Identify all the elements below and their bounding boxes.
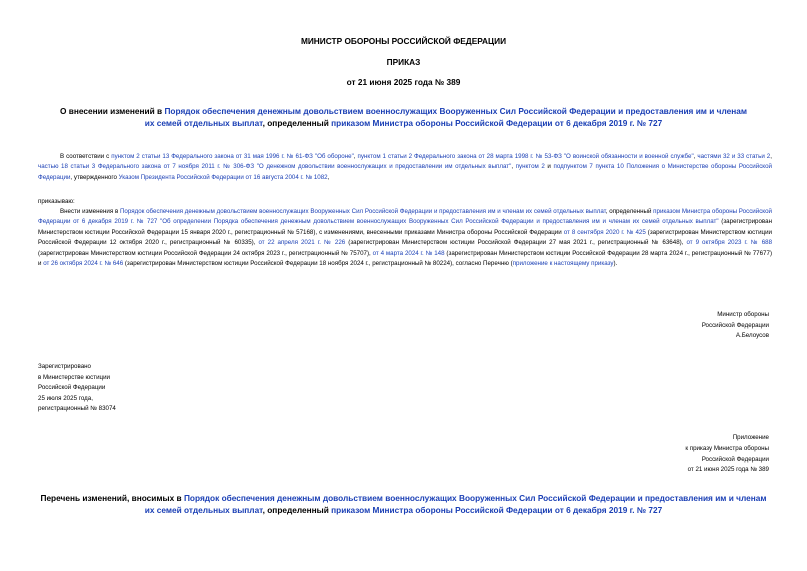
order-body-text: (зарегистрирован Министерством юстиции Российской Федерации 24 октября 2023 г., регистрационный № 75707), [38, 249, 373, 257]
changes-list-title [40, 492, 767, 516]
signature-name: А.Белоусов [735, 332, 769, 339]
appendix-line: Приложение [732, 434, 769, 441]
link-law-306fz[interactable]: частью 18 статьи 3 Федерального закона от 7 ноября 2011 г. № 306-ФЗ "О денежном довольствии военнослужащих и предоставлении им отдельных выплат" [38, 163, 512, 171]
order-body-text: (зарегистрирован Министерством юстиции Российской Федерации 27 мая 2021 г., регистрационный № 63648), [345, 239, 687, 247]
registration-line: Российской Федерации [38, 384, 106, 391]
registration-block [38, 362, 116, 415]
order-title [60, 105, 747, 129]
list-title-link-order-727[interactable]: приказом Министра обороны Российской Федерации от 6 декабря 2019 г. № 727 [331, 505, 663, 515]
link-law-53fz[interactable]: пунктом 1 статьи 2 Федерального закона от 28 марта 1998 г. № 53-ФЗ "О воинской обязанности и военной службе" [357, 153, 694, 160]
link-order-727[interactable]: приказом Министра обороны Российской Федерации от 6 декабря 2019 г. № 727 "Об определении Порядка обеспечения денежным довольствием военнослужащих Вооруженных Сил Российской Федерации и предоставления им и членам их семей отдельных выплат" [38, 208, 772, 226]
title-link-order-727[interactable]: приказом Министра обороны Российской Федерации от 6 декабря 2019 г. № 727 [331, 118, 663, 128]
list-title-prefix: Перечень изменений, вносимых в [40, 493, 184, 503]
preamble-text: , [511, 163, 516, 171]
order-word: приказываю: [38, 198, 75, 205]
link-appendix[interactable]: приложение к настоящему приказу [512, 260, 614, 268]
title-middle: , определенный [262, 118, 332, 128]
list-title-middle: , определенный [262, 505, 332, 515]
order-body-text: (зарегистрирован Министерством юстиции Российской Федерации 18 ноября 2024 г., регистрационный № 80224), согласно Перечню ( [123, 260, 513, 268]
preamble-text: , [770, 153, 772, 160]
order-body-text: ). [613, 260, 618, 268]
appendix-date: от 21 июня 2025 года № 389 [687, 466, 769, 474]
registration-line: в Министерстве юстиции [38, 373, 111, 381]
preamble-text: В соответствии с [60, 153, 112, 160]
registration-number: регистрационный № 83074 [38, 405, 116, 412]
link-law-61fz[interactable]: пунктом 2 статьи 13 Федерального закона от 31 мая 1996 г. № 61-ФЗ "Об обороне" [111, 153, 354, 160]
order-body-text: (зарегистрирован Министерством юстиции Российской Федерации 15 января 2020 г., регистрационный № 57168), с изменениями, внесенными приказами Министра обороны Российской Федерации [38, 218, 773, 236]
title-prefix: О внесении изменений в [60, 106, 165, 116]
order-body-text: Внести изменения в [60, 208, 120, 215]
preamble-text: , [353, 153, 358, 160]
title-link-procedure[interactable]: Порядок обеспечения денежным довольствием военнослужащих Вооруженных Сил Российской Федерации и предоставления им и членам их семей отдельных выплат [144, 106, 748, 128]
link-order-688[interactable]: от 9 октября 2023 г. № 688 [686, 239, 773, 247]
registration-line: Зарегистрировано [38, 363, 91, 370]
link-point-2[interactable]: пунктом 2 [515, 163, 545, 171]
order-body-paragraph [38, 207, 772, 269]
preamble-text: , утвержденного [70, 173, 119, 181]
preamble-text: , [327, 173, 330, 181]
preamble-text: , [693, 153, 698, 160]
appendix-line: к приказу Министра обороны [685, 444, 769, 452]
link-order-148[interactable]: от 4 марта 2024 г. № 148 [372, 249, 445, 257]
registration-date: 25 июля 2025 года, [38, 394, 93, 402]
list-title-link-procedure[interactable]: Порядок обеспечения денежным довольствием военнослужащих Вооруженных Сил Российской Федерации и предоставления им и членам их семей отдельных выплат [144, 493, 767, 515]
preamble-paragraph [38, 152, 772, 183]
link-order-226[interactable]: от 22 апреля 2021 г. № 226 [258, 239, 346, 247]
appendix-block [685, 433, 769, 476]
doc-type-heading: ПРИКАЗ [386, 57, 421, 67]
link-procedure[interactable]: Порядок обеспечения денежным довольствием военнослужащих Вооруженных Сил Российской Федерации и предоставления им и членам их семей отдельных выплат [119, 208, 606, 215]
authority-heading: МИНИСТР ОБОРОНЫ РОССИЙСКОЙ ФЕДЕРАЦИИ [300, 36, 507, 46]
signature-position: Министр обороны [717, 311, 769, 318]
order-body-text: (зарегистрирован Министерством юстиции Российской Федерации 28 марта 2024 г., регистрационный № 77677) и [38, 249, 772, 268]
signature-block [702, 310, 769, 342]
link-order-646[interactable]: от 26 октября 2024 г. № 646 [43, 260, 124, 268]
signature-country: Российской Федерации [701, 321, 769, 329]
link-parts-32-33[interactable]: частями 32 и 33 статьи 2 [697, 153, 771, 160]
order-body-text: (зарегистрирован Министерством юстиции Российской Федерации 12 октября 2020 г., регистрационный № 60335), [38, 228, 772, 247]
link-regulation-point-10[interactable]: подпунктом 7 пункта 10 Положения о Министерстве обороны Российской Федерации [38, 163, 772, 181]
link-decree-1082[interactable]: Указом Президента Российской Федерации от 16 августа 2004 г. № 1082 [118, 173, 328, 181]
link-order-425[interactable]: от 8 сентября 2020 г. № 425 [563, 228, 646, 236]
order-date-number: от 21 июня 2025 года № 389 [346, 77, 461, 87]
order-body-text: , определенный [605, 208, 654, 215]
preamble-text: и [544, 163, 554, 171]
appendix-line: Российской Федерации [701, 455, 769, 463]
